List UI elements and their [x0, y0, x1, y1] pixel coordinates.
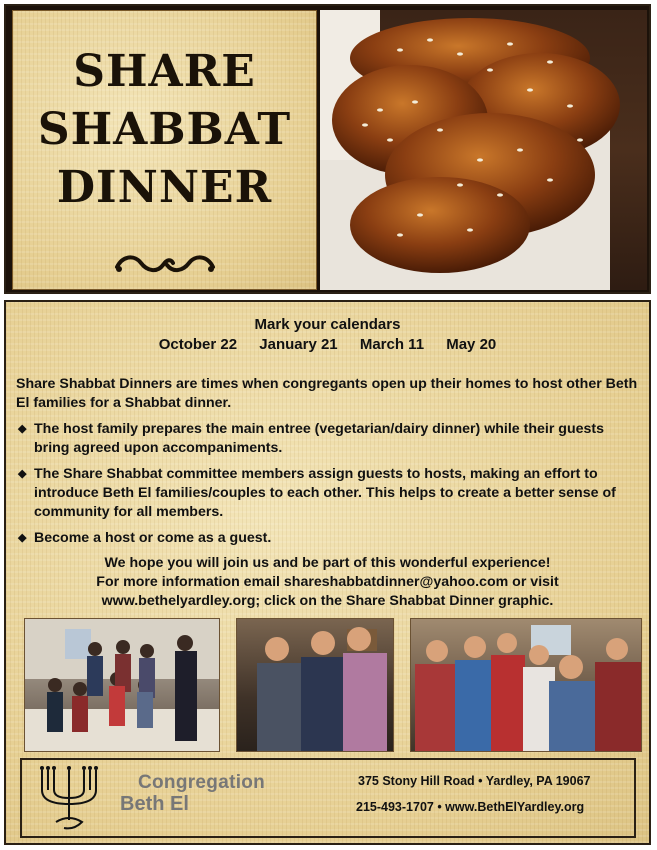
challah-bread-icon — [320, 10, 647, 290]
people-group-icon — [411, 619, 641, 751]
event-dates — [6, 336, 649, 353]
group-photo-living-room — [24, 618, 220, 752]
logo-text-congregation: Congregation — [138, 772, 266, 793]
group-photo-guests — [410, 618, 642, 752]
closing-message — [6, 554, 649, 611]
people-group-icon — [25, 619, 219, 751]
list-item-text: The host family prepares the main entree (vegetarian/dairy dinner) while their guests bring agreed upon accompaniments. — [34, 421, 605, 456]
title-line-2: SHABBAT — [37, 104, 292, 155]
event-title — [13, 43, 316, 217]
intro-paragraph: Share Shabbat Dinners are times when congregants open up their homes to host other Beth El families for a Shabbat dinner. — [16, 376, 638, 411]
list-item — [16, 420, 637, 458]
title-line-1: SHARE — [73, 46, 256, 97]
logo-text-beth-el: Beth El — [120, 793, 189, 815]
bullet-diamond-icon: ◆ — [18, 423, 27, 435]
event-date: January 21 — [259, 336, 338, 353]
list-item — [16, 465, 637, 522]
congregation-footer — [20, 758, 636, 838]
bullet-diamond-icon: ◆ — [18, 468, 27, 480]
closing-line: We hope you will join us and be part of this wonderful experience! — [104, 555, 551, 571]
event-details-panel — [4, 300, 651, 845]
challah-photo — [320, 10, 647, 290]
bullet-diamond-icon: ◆ — [18, 532, 27, 544]
event-date: October 22 — [158, 336, 238, 353]
closing-line: For more information email shareshabbatdinner@yahoo.com or visit — [96, 574, 559, 590]
event-date: May 20 — [446, 336, 497, 353]
menorah-logo-icon — [34, 764, 104, 834]
address-text: 375 Stony Hill Road • Yardley, PA 19067 — [358, 774, 591, 788]
list-item-text: Become a host or come as a guest. — [34, 530, 272, 546]
calendar-heading: Mark your calendars — [254, 316, 401, 333]
contact-text: 215-493-1707 • www.BethElYardley.org — [356, 800, 585, 814]
flourish-ornament-icon — [113, 253, 217, 277]
title-panel — [12, 10, 317, 290]
top-banner — [4, 4, 651, 294]
group-photo-family — [236, 618, 394, 752]
people-group-icon — [237, 619, 393, 751]
event-date: March 11 — [359, 336, 425, 353]
closing-line: www.bethelyardley.org; click on the Share Shabbat Dinner graphic. — [101, 593, 554, 609]
list-item-text: The Share Shabbat committee members assign guests to hosts, making an effort to introduce Beth El families/couples to each other. This helps to create a better sense of community for all members. — [34, 466, 616, 520]
list-item — [16, 529, 637, 548]
title-line-3: DINNER — [56, 162, 273, 213]
